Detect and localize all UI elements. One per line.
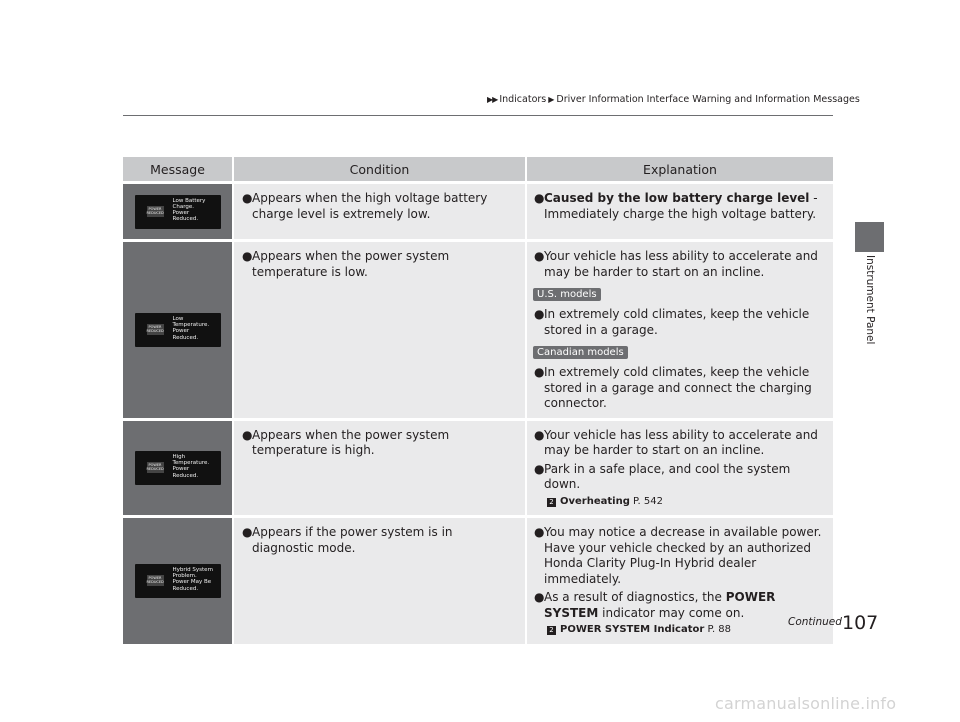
power-reduced-badge: POWER REDUCED bbox=[146, 575, 164, 584]
bullet-icon: ● bbox=[534, 307, 545, 321]
condition-text: Appears when the power system temperature is high. bbox=[252, 427, 450, 457]
continued-label: Continued bbox=[788, 616, 842, 628]
power-reduced-badge: POWER REDUCED bbox=[146, 324, 164, 333]
condition-cell bbox=[232, 184, 525, 239]
message-screen-image bbox=[135, 564, 221, 598]
xref-label[interactable]: POWER SYSTEM Indicator bbox=[560, 624, 705, 635]
condition-text: Appears when the high voltage battery charge level is extremely low. bbox=[252, 191, 488, 221]
breadcrumb bbox=[487, 94, 860, 105]
column-header-message: Message bbox=[123, 157, 232, 181]
table-row bbox=[123, 518, 833, 644]
breadcrumb-item-indicators[interactable]: Indicators bbox=[499, 94, 547, 105]
explanation-cell bbox=[525, 421, 833, 516]
xref-page: P. 88 bbox=[704, 624, 732, 635]
power-reduced-badge: POWER REDUCED bbox=[146, 206, 164, 215]
bullet-icon: ● bbox=[534, 191, 545, 205]
table-row bbox=[123, 421, 833, 516]
explanation-bold: Caused by the low battery charge level bbox=[544, 191, 810, 205]
condition-cell bbox=[232, 518, 525, 644]
messages-table bbox=[123, 154, 833, 647]
message-image-cell bbox=[123, 518, 232, 644]
explanation-text: Park in a safe place, and cool the system down. bbox=[544, 461, 791, 491]
screen-message-text: Low Battery Charge. Power Reduced. bbox=[172, 197, 206, 223]
column-header-condition: Condition bbox=[232, 157, 525, 181]
message-screen-image bbox=[135, 195, 221, 229]
page-number: 107 bbox=[842, 612, 879, 634]
message-screen-image bbox=[135, 313, 221, 347]
explanation-cell bbox=[525, 518, 833, 644]
bullet-icon: ● bbox=[242, 191, 253, 205]
canadian-models-tag: Canadian models bbox=[533, 346, 628, 359]
section-label: Instrument Panel bbox=[864, 255, 876, 345]
screen-message-text: Hybrid System Problem. Power May Be Reduced. bbox=[172, 566, 213, 592]
explanation-bold: POWER SYSTEM bbox=[544, 590, 776, 620]
table-row bbox=[123, 242, 833, 418]
breadcrumb-item-section[interactable]: Driver Information Interface Warning and Information Messages bbox=[556, 94, 860, 105]
us-models-tag: U.S. models bbox=[533, 288, 601, 301]
breadcrumb-arrow-icon: ▶▶ bbox=[487, 95, 498, 104]
watermark: carmanualsonline.info bbox=[715, 694, 897, 713]
message-image-cell bbox=[123, 184, 232, 239]
bullet-icon: ● bbox=[534, 249, 545, 263]
breadcrumb-arrow-icon: ▶ bbox=[548, 95, 555, 104]
explanation-text: In extremely cold climates, keep the vehicle stored in a garage and connect the charging connector. bbox=[544, 365, 812, 410]
power-reduced-badge: POWER REDUCED bbox=[146, 462, 164, 471]
explanation-cell bbox=[525, 184, 833, 239]
column-header-explanation: Explanation bbox=[525, 157, 833, 181]
xref-label[interactable]: Overheating bbox=[560, 495, 630, 507]
xref-page: P. 542 bbox=[629, 495, 663, 507]
message-image-cell bbox=[123, 421, 232, 516]
explanation-text: Your vehicle has less ability to accelerate and may be harder to start on an incline. bbox=[544, 427, 818, 457]
explanation-text: Your vehicle has less ability to accelerate and may be harder to start on an incline. bbox=[544, 249, 818, 279]
bullet-icon: ● bbox=[534, 461, 545, 476]
xref-marker-icon: 2 bbox=[547, 626, 556, 635]
condition-text: Appears when the power system temperature is low. bbox=[252, 249, 450, 279]
bullet-icon: ● bbox=[242, 427, 253, 442]
bullet-icon: ● bbox=[242, 249, 253, 263]
message-image-cell bbox=[123, 242, 232, 418]
explanation-text: In extremely cold climates, keep the vehicle stored in a garage. bbox=[544, 307, 810, 337]
cross-reference-overheating[interactable] bbox=[533, 494, 825, 510]
section-tab bbox=[855, 222, 884, 252]
xref-marker-icon: 2 bbox=[547, 498, 556, 507]
message-screen-image bbox=[135, 451, 221, 485]
condition-cell bbox=[232, 421, 525, 516]
explanation-cell bbox=[525, 242, 833, 418]
bullet-icon: ● bbox=[534, 427, 545, 442]
bullet-icon: ● bbox=[534, 590, 545, 604]
explanation-text: As a result of diagnostics, the bbox=[544, 590, 726, 604]
cross-reference-power-system[interactable] bbox=[533, 622, 825, 638]
table-header-row bbox=[123, 157, 833, 181]
bullet-icon: ● bbox=[242, 525, 253, 539]
explanation-text: - Immediately charge the high voltage battery. bbox=[544, 191, 818, 221]
condition-cell bbox=[232, 242, 525, 418]
table-row bbox=[123, 184, 833, 239]
bullet-icon: ● bbox=[534, 365, 545, 379]
screen-message-text: High Temperature. Power Reduced. bbox=[172, 453, 210, 479]
condition-text: Appears if the power system is in diagnostic mode. bbox=[252, 525, 453, 555]
header-rule bbox=[123, 115, 833, 116]
explanation-text: indicator may come on. bbox=[598, 605, 745, 620]
explanation-text: You may notice a decrease in available power. Have your vehicle checked by an authorized Honda Clarity Plug-In Hybrid dealer immediately. bbox=[544, 525, 822, 586]
screen-message-text: Low Temperature. Power Reduced. bbox=[172, 315, 210, 341]
bullet-icon: ● bbox=[534, 525, 545, 539]
